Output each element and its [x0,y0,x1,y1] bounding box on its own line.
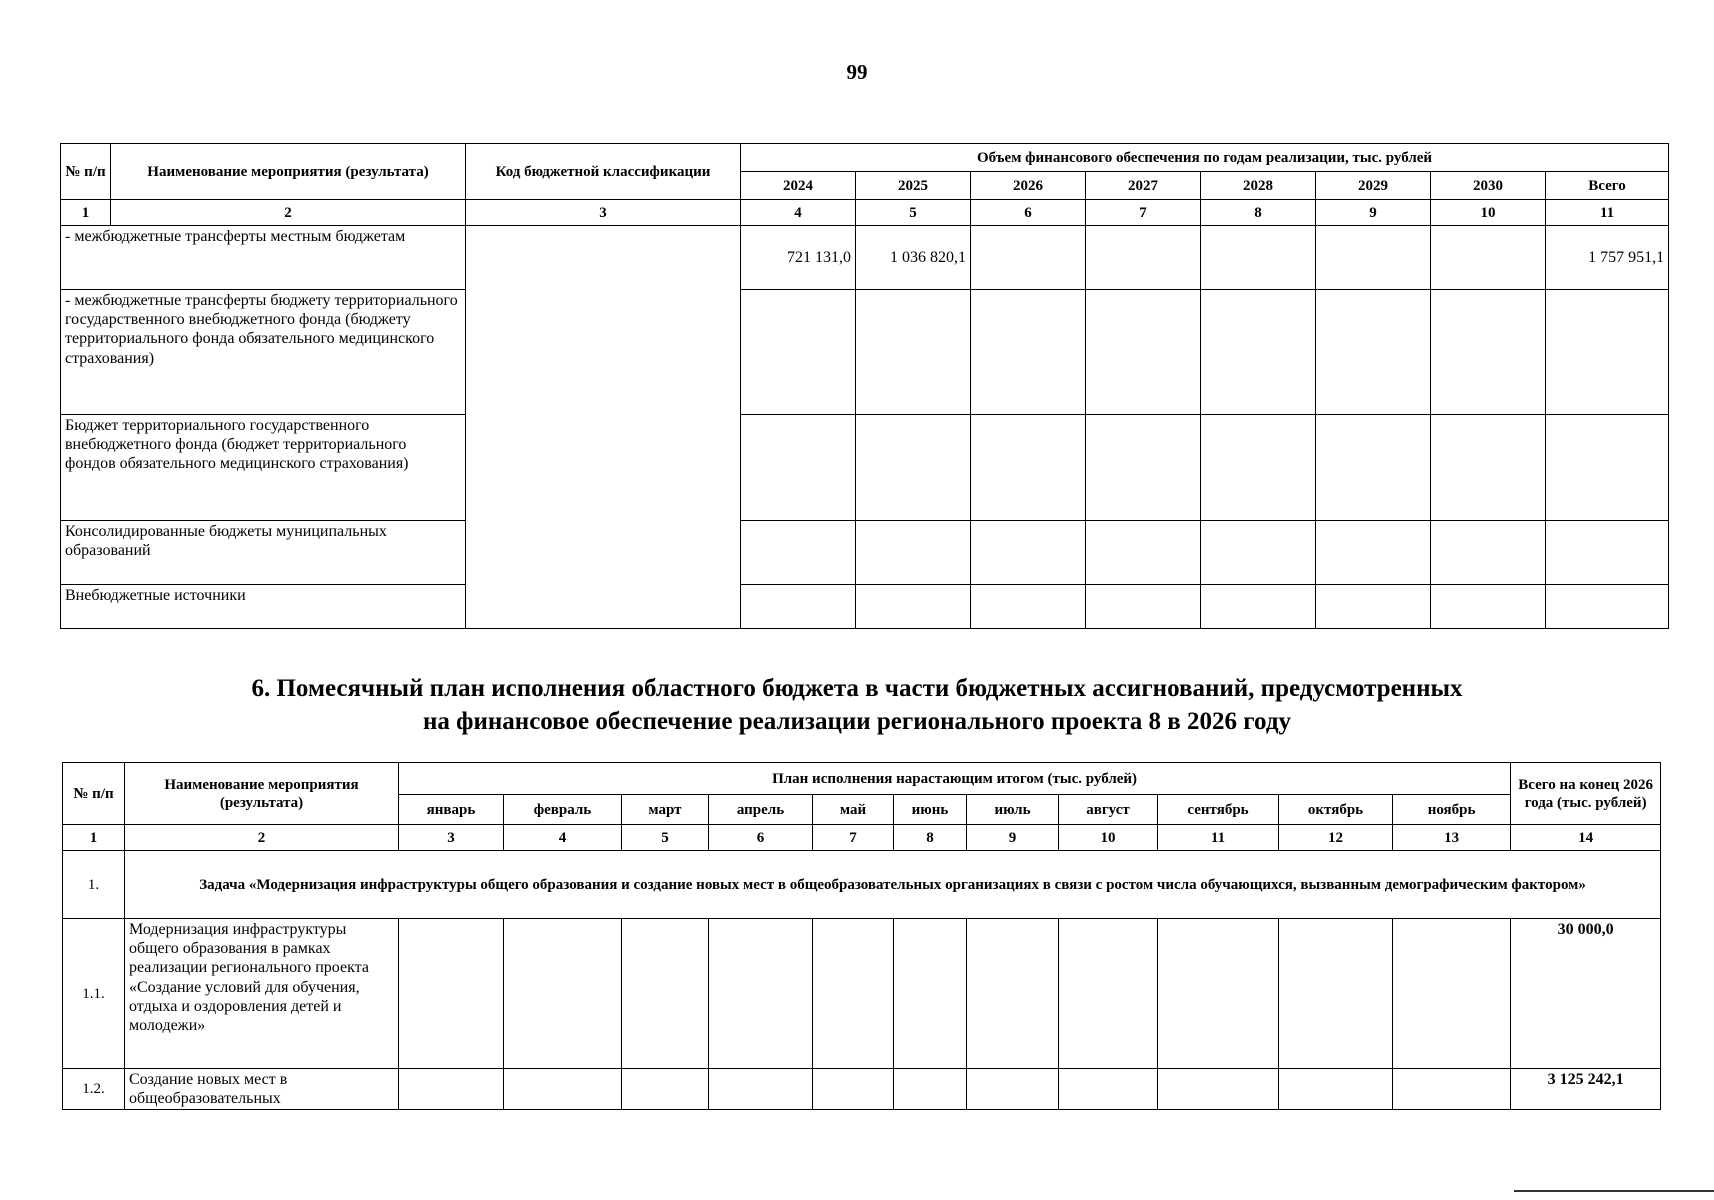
header-year: 2030 [1431,172,1546,200]
month-cell [1393,919,1511,1069]
value-cell [1316,226,1431,290]
index-cell: 4 [741,200,856,226]
table-row [63,1069,1661,1110]
monthly-plan-table [62,762,1661,1110]
value-cell [1431,415,1546,521]
value-cell [1201,415,1316,521]
value-cell [1431,585,1546,629]
row-name: - межбюджетные трансферты местным бюджетам [61,226,466,290]
month-cell [1279,1069,1393,1110]
index-cell: 10 [1059,825,1158,851]
index-cell: 10 [1431,200,1546,226]
value-cell [1546,415,1669,521]
value-cell [1316,415,1431,521]
header-year: 2027 [1086,172,1201,200]
header-year: 2025 [856,172,971,200]
value-cell [1431,226,1546,290]
month-cell [1059,1069,1158,1110]
header-month: июль [967,795,1059,825]
row-num: 1.1. [63,919,125,1069]
task-text: Задача «Модернизация инфраструктуры общего образования и создание новых мест в общеобразовательных организациях в связи с ростом числа обучающихся, вызванным демографическим фактором» [125,851,1661,919]
funding-by-year-table [60,143,1669,629]
header-month: январь [399,795,504,825]
value-cell [856,415,971,521]
month-cell [813,919,894,1069]
task-row [63,851,1661,919]
month-cell [504,919,622,1069]
value-cell [1316,290,1431,415]
row-name: Бюджет территориального государственного внебюджетного фонда (бюджет территориального фондов обязательного медицинского страхования) [61,415,466,521]
header-name: Наименование мероприятия (результата) [111,144,466,200]
header-total: Всего на конец 2026 года (тыс. рублей) [1511,763,1661,825]
value-cell [971,226,1086,290]
section-title-line-1: 6. Помесячный план исполнения областного бюджета в части бюджетных ассигнований, предусмотренных [251,675,1463,702]
index-cell: 13 [1393,825,1511,851]
value-cell [1086,290,1201,415]
index-cell: 3 [466,200,741,226]
value-cell [1546,290,1669,415]
month-cell [1279,919,1393,1069]
table-row [61,226,1669,290]
value-cell [1316,521,1431,585]
value-cell [1201,226,1316,290]
header-year: 2026 [971,172,1086,200]
header-month: май [813,795,894,825]
index-cell: 8 [1201,200,1316,226]
header-month: сентябрь [1158,795,1279,825]
table-row [61,585,1669,629]
index-cell: 7 [813,825,894,851]
table-row [61,521,1669,585]
page-number: 99 [846,60,868,84]
value-cell [856,585,971,629]
month-cell [622,1069,709,1110]
header-year: 2029 [1316,172,1431,200]
month-cell [399,1069,504,1110]
month-cell [504,1069,622,1110]
header-year: 2028 [1201,172,1316,200]
index-cell: 14 [1511,825,1661,851]
value-cell [971,290,1086,415]
row-total: 30 000,0 [1511,919,1661,1069]
index-cell: 5 [622,825,709,851]
header-volume: Объем финансового обеспечения по годам реализации, тыс. рублей [741,144,1669,172]
row-name: Модернизация инфраструктуры общего образования в рамках реализации регионального проекта «Создание условий для обучения, отдыха и оздоровления детей и молодежи» [125,919,399,1069]
header-name: Наименование мероприятия (результата) [125,763,399,825]
value-cell: 1 036 820,1 [856,226,971,290]
value-cell [1086,521,1201,585]
value-cell [741,415,856,521]
index-cell: 9 [967,825,1059,851]
index-cell: 5 [856,200,971,226]
month-cell [894,919,967,1069]
value-cell [741,290,856,415]
index-cell: 1 [61,200,111,226]
row-name: Создание новых мест в общеобразовательных [125,1069,399,1110]
value-cell [1316,585,1431,629]
month-cell [1393,1069,1511,1110]
index-cell: 8 [894,825,967,851]
month-cell [399,919,504,1069]
index-cell: 9 [1316,200,1431,226]
table-row [61,290,1669,415]
month-cell [894,1069,967,1110]
table-row [61,415,1669,521]
index-row [61,200,1669,226]
value-cell [1201,290,1316,415]
value-cell [1546,521,1669,585]
value-cell [1201,521,1316,585]
value-cell [856,521,971,585]
index-row [63,825,1661,851]
header-month: февраль [504,795,622,825]
row-total: 3 125 242,1 [1511,1069,1661,1110]
header-total: Всего [1546,172,1669,200]
section-title-line-2: на финансовое обеспечение реализации регионального проекта 8 в 2026 году [423,708,1291,735]
value-cell [741,585,856,629]
header-month: ноябрь [1393,795,1511,825]
value-cell [1086,585,1201,629]
index-cell: 1 [63,825,125,851]
month-cell [967,1069,1059,1110]
header-kbk: Код бюджетной классификации [466,144,741,200]
task-num: 1. [63,851,125,919]
month-cell [967,919,1059,1069]
header-num: № п/п [61,144,111,200]
row-num: 1.2. [63,1069,125,1110]
index-cell: 4 [504,825,622,851]
value-cell [856,290,971,415]
header-plan: План исполнения нарастающим итогом (тыс. рублей) [399,763,1511,795]
index-cell: 6 [709,825,813,851]
value-cell [1546,585,1669,629]
row-name: Внебюджетные источники [61,585,466,629]
value-cell [971,521,1086,585]
month-cell [622,919,709,1069]
value-cell [1086,415,1201,521]
index-cell: 11 [1546,200,1669,226]
value-cell: 1 757 951,1 [1546,226,1669,290]
header-num: № п/п [63,763,125,825]
table-row [63,919,1661,1069]
month-cell [709,919,813,1069]
month-cell [813,1069,894,1110]
month-cell [1158,919,1279,1069]
scan-edge-line [1514,1190,1714,1192]
header-month: апрель [709,795,813,825]
header-month: август [1059,795,1158,825]
value-cell [1086,226,1201,290]
header-month: октябрь [1279,795,1393,825]
header-month: июнь [894,795,967,825]
index-cell: 12 [1279,825,1393,851]
header-month: март [622,795,709,825]
row-name: - межбюджетные трансферты бюджету территориального государственного внебюджетного фонда (бюджету территориального фонда обязательного медицинского страхования) [61,290,466,415]
header-year: 2024 [741,172,856,200]
index-cell: 6 [971,200,1086,226]
index-cell: 7 [1086,200,1201,226]
index-cell: 11 [1158,825,1279,851]
value-cell [1431,290,1546,415]
index-cell: 2 [111,200,466,226]
section-title [0,672,1714,738]
month-cell [1158,1069,1279,1110]
row-name: Консолидированные бюджеты муниципальных образований [61,521,466,585]
month-cell [709,1069,813,1110]
value-cell [971,585,1086,629]
month-cell [1059,919,1158,1069]
value-cell [1201,585,1316,629]
value-cell: 721 131,0 [741,226,856,290]
kbk-cell [466,226,741,629]
index-cell: 3 [399,825,504,851]
index-cell: 2 [125,825,399,851]
value-cell [971,415,1086,521]
value-cell [741,521,856,585]
value-cell [1431,521,1546,585]
